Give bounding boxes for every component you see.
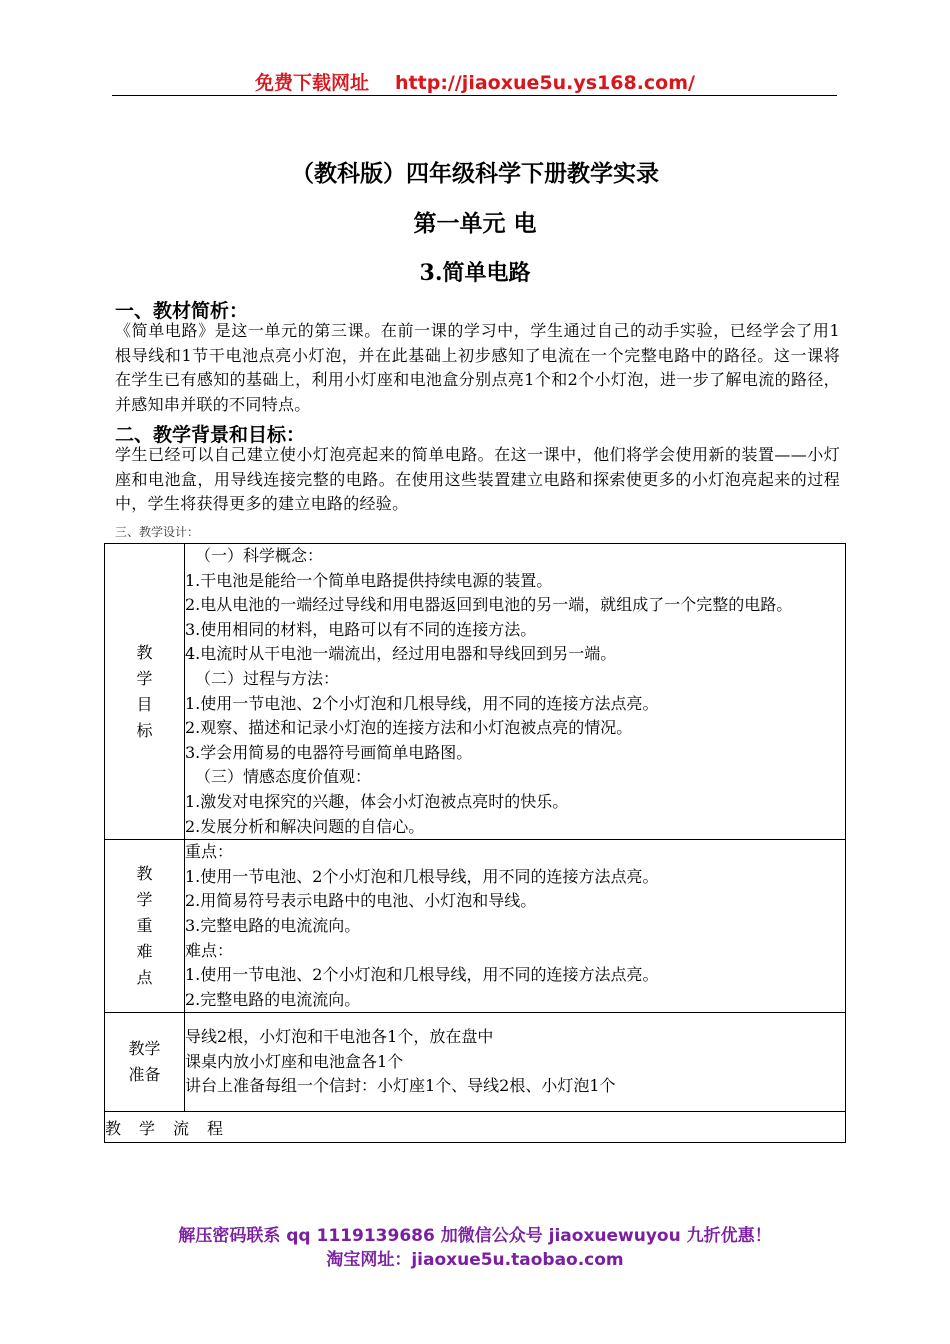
table-row-key-points [105,840,846,1013]
header-divider [112,95,837,96]
table-row-flow [105,1112,846,1143]
row-label-text: 教学 准备 [128,1039,161,1085]
list-item: 2.电从电池的一端经过导线和用电器返回到电池的另一端，就组成了一个完整的电路。 [185,595,793,615]
section-body-background-goals: 学生已经可以自己建立使小灯泡亮起来的简单电路。在这一课中，他们将学会使用新的装置——小灯座和电池盒，用导线连接完整的电路。在使用这些装置建立电路和探索使更多的小灯泡亮起来的过程中，学生将获得更多的建立电路的经验。 [115,445,840,513]
section-heading-teaching-design: 三、教学设计： [115,525,200,539]
row-label-goals [105,544,185,840]
list-item: 讲台上准备每组一个信封：小灯座1个、导线2根、小灯泡1个 [185,1076,616,1096]
header-download-link[interactable] [0,68,950,95]
row-label-text: 教 学 目 标 [136,642,153,740]
list-item: 3.完整电路的电流流向。 [185,915,361,935]
list-item: 2.观察、描述和记录小灯泡的连接方法和小灯泡被点亮的情况。 [185,718,633,738]
section-heading-background-goals: 二、教学背景和目标： [115,424,306,446]
header-label: 免费下载网址 [255,72,370,94]
list-item: 重点： [185,842,234,862]
table-row-goals [105,544,846,840]
lesson-title: 3.简单电路 [419,260,531,286]
list-item: 1.使用一节电池、2个小灯泡和几根导线，用不同的连接方法点亮。 [185,965,659,985]
list-item: 导线2根，小灯泡和干电池各1个，放在盘中 [185,1027,494,1047]
list-item: （二）过程与方法： [195,668,340,688]
footer-shop-link[interactable]: 淘宝网址：jiaoxue5u.taobao.com [326,1250,624,1270]
list-item: 1.使用一节电池、2个小灯泡和几根导线，用不同的连接方法点亮。 [185,866,659,886]
list-item: 课桌内放小灯座和电池盒各1个 [185,1051,404,1071]
row-content-key-points [185,840,846,1013]
teaching-design-table [104,543,846,1143]
list-item: 1.激发对电探究的兴趣，体会小灯泡被点亮时的快乐。 [185,791,569,811]
header-url[interactable]: http://jiaoxue5u.ys168.com/ [395,72,695,94]
list-item: 2.发展分析和解决问题的自信心。 [185,816,425,836]
table-row-preparation [105,1013,846,1112]
unit-title: 第一单元 电 [413,210,537,237]
row-label-text: 教 学 重 难 点 [136,864,153,988]
section-body-material-analysis: 《简单电路》是这一单元的第三课。在前一课的学习中，学生通过自己的动手实验，已经学会了用1根导线和1节干电池点亮小灯泡，并在此基础上初步感知了电流在一个完整电路中的路径。这一课将在学生已有感知的基础上，利用小灯座和电池盒分别点亮1个和2个小灯泡，进一步了解电流的路径，并感知串并联的不同特点。 [115,321,840,414]
section-heading-material-analysis: 一、教材简析： [115,300,249,322]
list-item: 3.学会用简易的电器符号画简单电路图。 [185,742,473,762]
row-label-key-points [105,840,185,1013]
document-title: （教科版）四年级科学下册教学实录 [291,160,659,187]
list-item: （三）情感态度价值观： [195,767,372,787]
footer-contact: 解压密码联系 qq 1119139686 加微信公众号 jiaoxuewuyou 九折优惠！ [178,1226,772,1246]
row-content-goals [185,544,846,840]
list-item: 2.完整电路的电流流向。 [185,989,361,1009]
list-item: 难点： [185,940,234,960]
row-content-preparation [185,1013,846,1112]
list-item: （一）科学概念： [195,546,324,565]
list-item: 4.电流时从干电池一端流出，经过用电器和导线回到另一端。 [185,644,617,664]
list-item: 3.使用相同的材料，电路可以有不同的连接方法。 [185,619,537,639]
list-item: 1.干电池是能给一个简单电路提供持续电源的装置。 [185,570,553,590]
row-label-preparation [105,1013,185,1112]
list-item: 1.使用一节电池、2个小灯泡和几根导线，用不同的连接方法点亮。 [185,693,659,713]
row-label-flow: 教学流程 [105,1112,846,1143]
list-item: 2.用简易符号表示电路中的电池、小灯泡和导线。 [185,891,537,911]
